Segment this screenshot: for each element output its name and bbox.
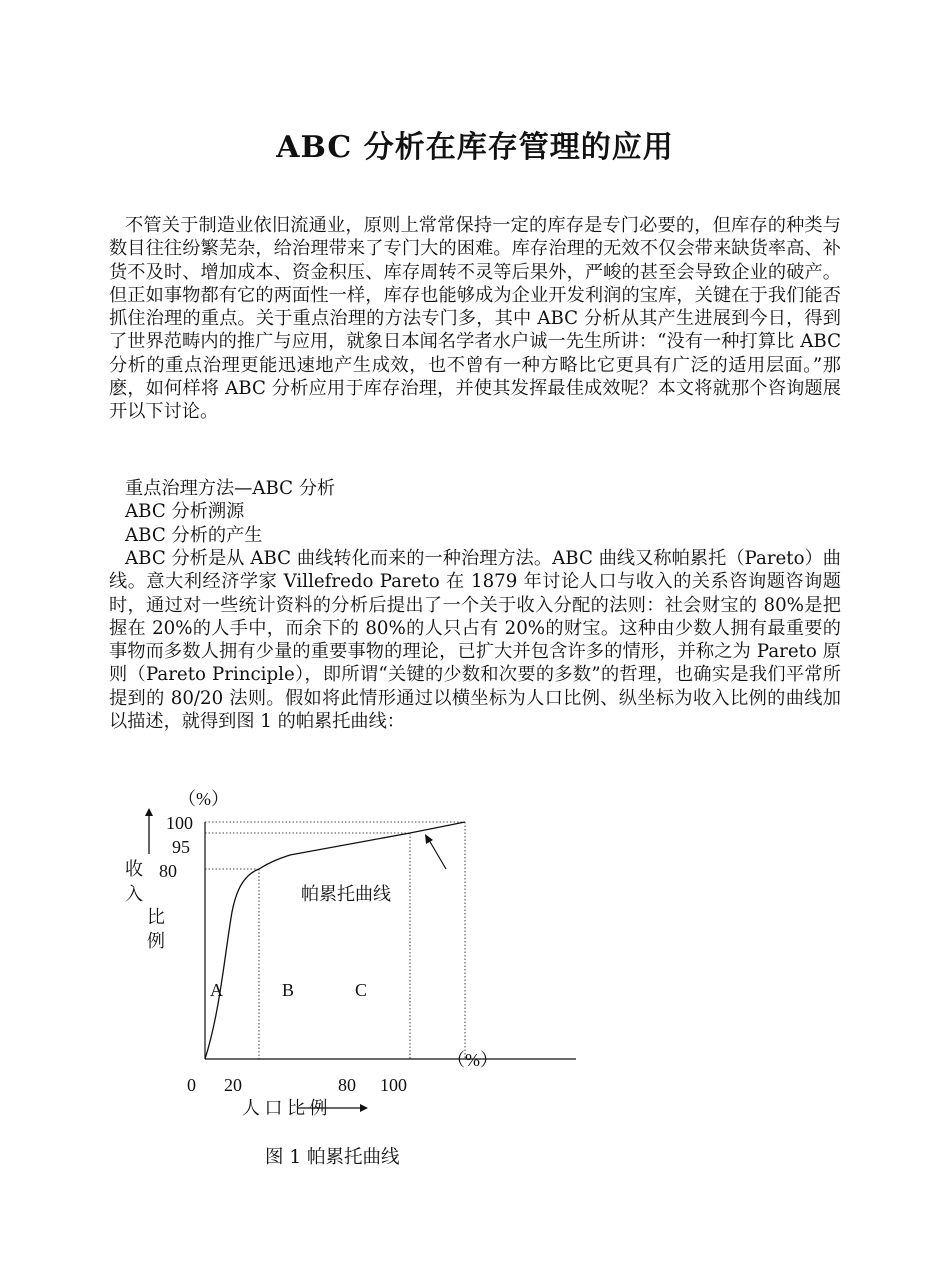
y-label-char-1: 收 [125,859,143,879]
pareto-paragraph: ABC 分析是从 ABC 曲线转化而来的一种治理方法。ABC 曲线又称帕累托（Pareto）曲线。意大利经济学家 Villefredo Pareto 在 1879 年讨论人口与收入的关系咨询题咨询题时，通过对一些统计资料的分析后提出了一个关于收入分配的法则：社会财宝的 80%是把握在 20%的人手中，而余下的 80%的人只占有 20%的财宝。这种由少数人拥有最重要的事物而多数人拥有少量的重要事物的理论，已扩大并包含许多的情形，并称之为 Pareto 原则（Pareto Principle），即所谓“关键的少数和次要的多数”的哲理，也确实是我们平常所提到的 80/20 法则。假如将此情形通过以横坐标为人口比例、纵坐标为收入比例的曲线加以描述，就得到图 1 的帕累托曲线： [109,548,841,733]
x-unit-label: （%） [447,1050,498,1070]
y-tick-95: 95 [172,837,190,857]
y-tick-80: 80 [159,861,177,881]
section-headings [109,477,841,547]
x-tick-0: 0 [187,1075,196,1095]
y-arrow-head [145,808,153,816]
y-label-char-3: 比 [147,907,165,927]
heading-key-management: 重点治理方法—ABC 分析 [125,478,336,499]
zone-label-c: C [355,980,368,1000]
y-tick-100: 100 [166,813,193,833]
figure-caption: 图 1 帕累托曲线 [265,1147,400,1168]
curve-label: 帕累托曲线 [301,884,391,904]
heading-abc-birth: ABC 分析的产生 [125,524,263,546]
zone-label-b: B [282,980,295,1000]
y-label-char-2: 入 [125,884,143,904]
pareto-chart [110,782,590,1127]
x-tick-100: 100 [380,1075,407,1095]
x-label-arrow-head [360,1104,368,1112]
zone-label-a: A [210,980,223,1000]
curve-pointer-head [425,834,433,844]
y-unit-label: （%） [178,789,229,809]
x-tick-80: 80 [338,1075,356,1095]
y-label-char-4: 例 [147,931,165,951]
heading-abc-origin: ABC 分析溯源 [125,501,245,523]
curve-pointer-arrow [429,840,446,869]
x-axis-label: 人 口 比 例 [242,1098,328,1118]
pareto-curve [205,822,465,1059]
intro-paragraph: 不管关于制造业依旧流通业，原则上常常保持一定的库存是专门必要的，但库存的种类与数目往往纷繁芜杂，给治理带来了专门大的困难。库存治理的无效不仅会带来缺货率高、补货不及时、增加成本、资金积压、库存周转不灵等后果外，严峻的甚至会导致企业的破产。但正如事物都有它的两面性一样，库存也能够成为企业开发利润的宝库，关键在于我们能否抓住治理的重点。关于重点治理的方法专门多，其中 ABC 分析从其产生进展到今日，得到了世界范畴内的推广与应用，就象日本闻名学者水户诚一先生所讲：“没有一种打算比 ABC 分析的重点治理更能迅速地产生成效，也不曾有一种方略比它更具有广泛的适用层面。”那麽，如何样将 ABC 分析应用于库存治理，并使其发挥最佳成效呢？本文将就那个咨询题展开以下讨论。 [109,215,841,423]
x-tick-20: 20 [224,1075,242,1095]
document-title: ABC 分析在库存管理的应用 [276,130,674,165]
